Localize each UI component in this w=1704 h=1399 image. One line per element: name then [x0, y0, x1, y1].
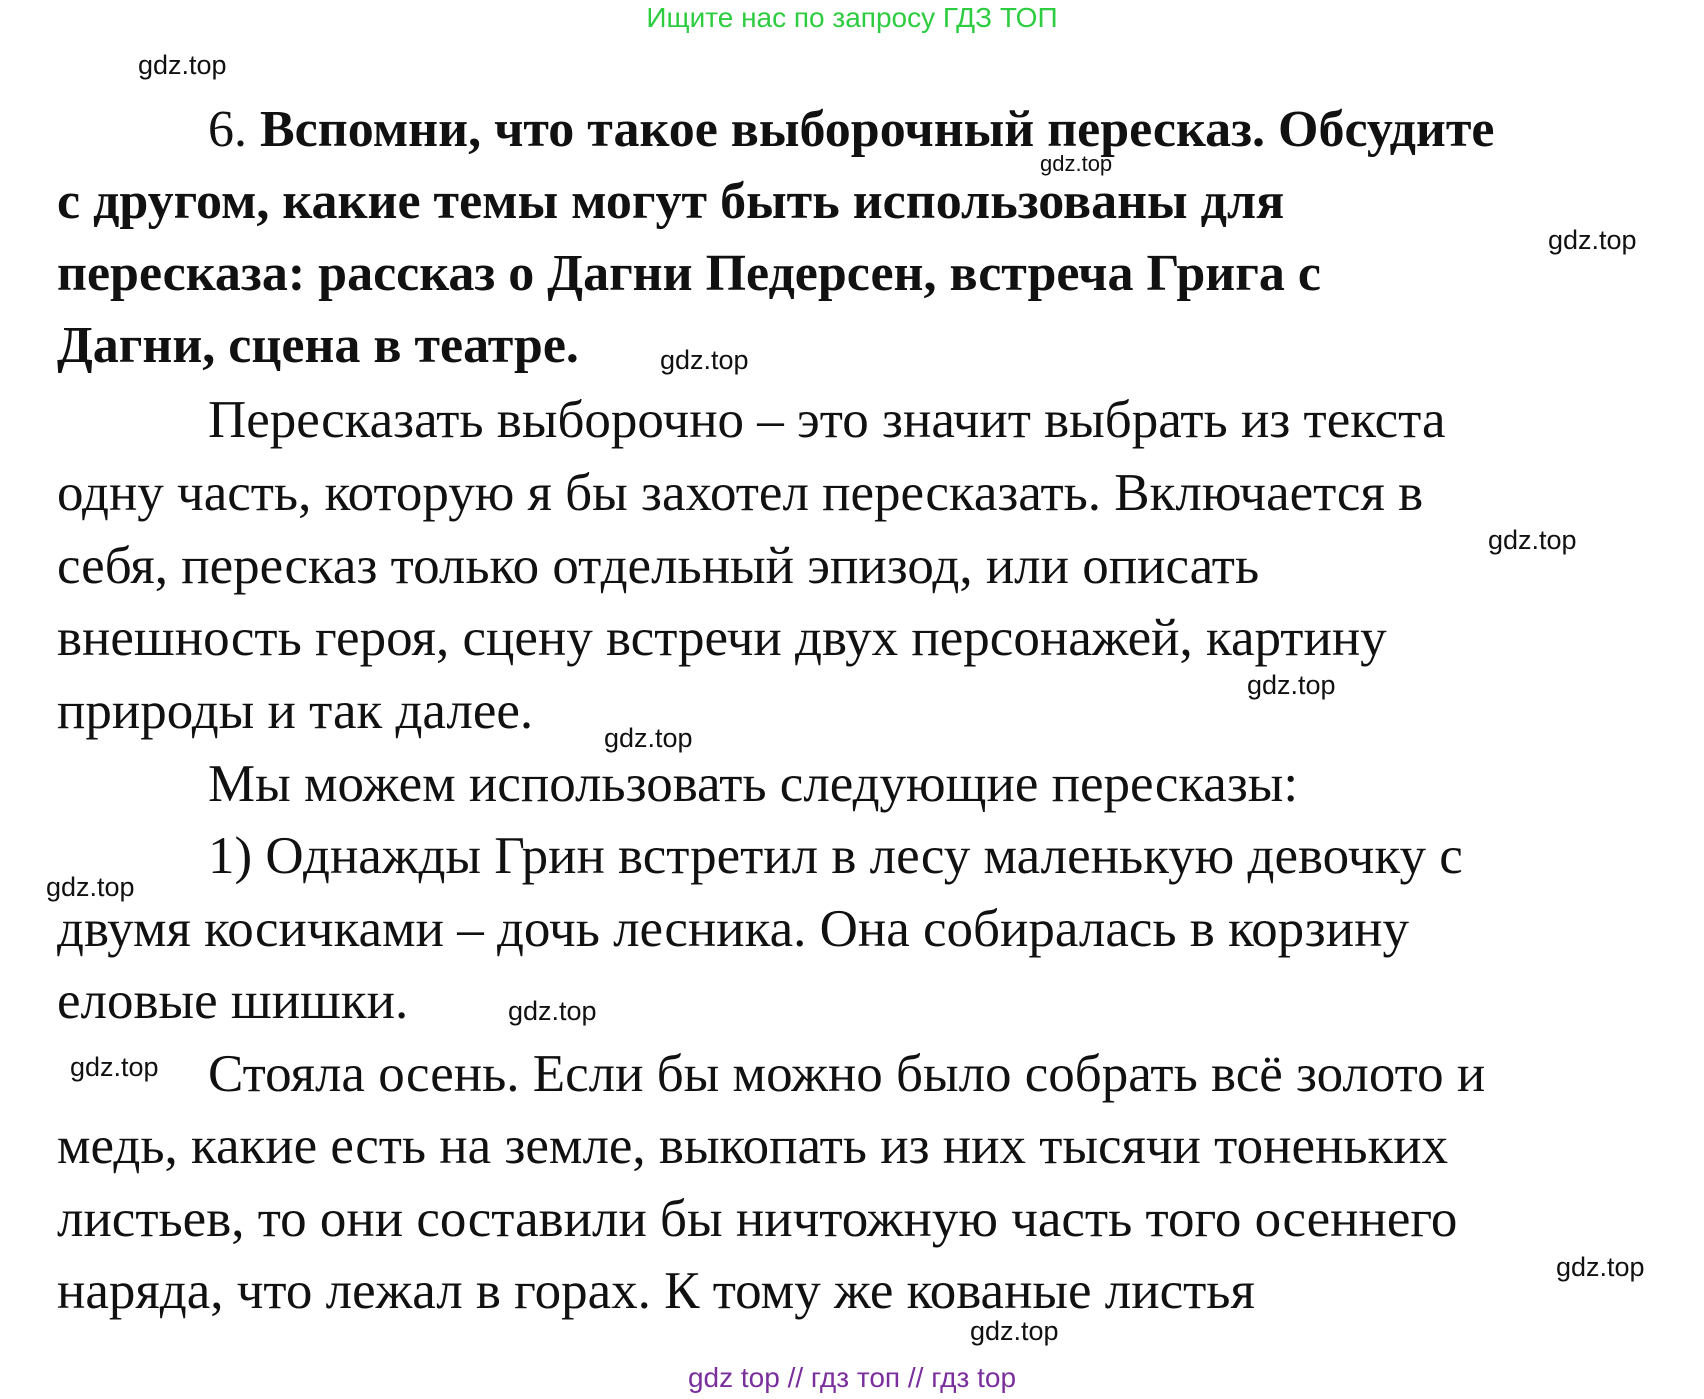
watermark: gdz.top: [138, 50, 227, 80]
answer-line-9: еловые шишки.: [57, 972, 409, 1030]
watermark: gdz.top: [508, 996, 597, 1026]
answer-line-11: медь, какие есть на земле, выкопать из них тысячи тоненьких: [57, 1117, 1449, 1175]
answer-line-4: внешность героя, сцену встречи двух персонажей, картину: [57, 609, 1387, 667]
watermark: gdz.top: [1548, 225, 1637, 255]
answer-line-3: себя, пересказ только отдельный эпизод, или описать: [57, 537, 1260, 595]
watermark: gdz.top: [1040, 151, 1113, 176]
watermark: gdz.top: [46, 872, 135, 902]
footer-banner: gdz top // гдз топ // гдз top: [687, 1362, 1017, 1393]
task-number: 6.: [208, 101, 247, 158]
task-text: Вспомни, что такое выборочный пересказ. Обсудите: [260, 101, 1495, 158]
watermark: gdz.top: [1488, 525, 1577, 555]
answer-line-13: наряда, что лежал в горах. К тому же кованые листья: [57, 1262, 1255, 1320]
watermark: gdz.top: [970, 1316, 1059, 1346]
answer-line-1: Пересказать выборочно – это значит выбрать из текста: [208, 391, 1446, 449]
task-line-2: с другом, какие темы могут быть использованы для: [57, 173, 1285, 230]
answer-line-7: 1) Однажды Грин встретил в лесу маленькую девочку с: [208, 827, 1463, 885]
task-line-4: Дагни, сцена в театре.: [57, 317, 579, 374]
watermark: gdz.top: [70, 1052, 159, 1082]
watermark: gdz.top: [604, 723, 693, 753]
watermark: gdz.top: [1556, 1252, 1645, 1282]
answer-line-8: двумя косичками – дочь лесника. Она собиралась в корзину: [57, 900, 1409, 958]
answer-line-5: природы и так далее.: [57, 682, 534, 740]
answer-line-10: Стояла осень. Если бы можно было собрать всё золото и: [208, 1045, 1486, 1103]
header-banner: Ищите нас по запросу ГДЗ ТОП: [646, 2, 1058, 33]
watermark: gdz.top: [660, 345, 749, 375]
task-line-1: [208, 100, 1495, 160]
answer-line-2: одну часть, которую я бы захотел пересказать. Включается в: [57, 464, 1424, 522]
watermark: gdz.top: [1247, 670, 1336, 700]
task-line-3: пересказа: рассказ о Дагни Педерсен, встреча Грига с: [57, 245, 1321, 302]
answer-line-12: листьев, то они составили бы ничтожную часть того осеннего: [57, 1190, 1458, 1248]
answer-line-6: Мы можем использовать следующие пересказы:: [208, 755, 1299, 813]
